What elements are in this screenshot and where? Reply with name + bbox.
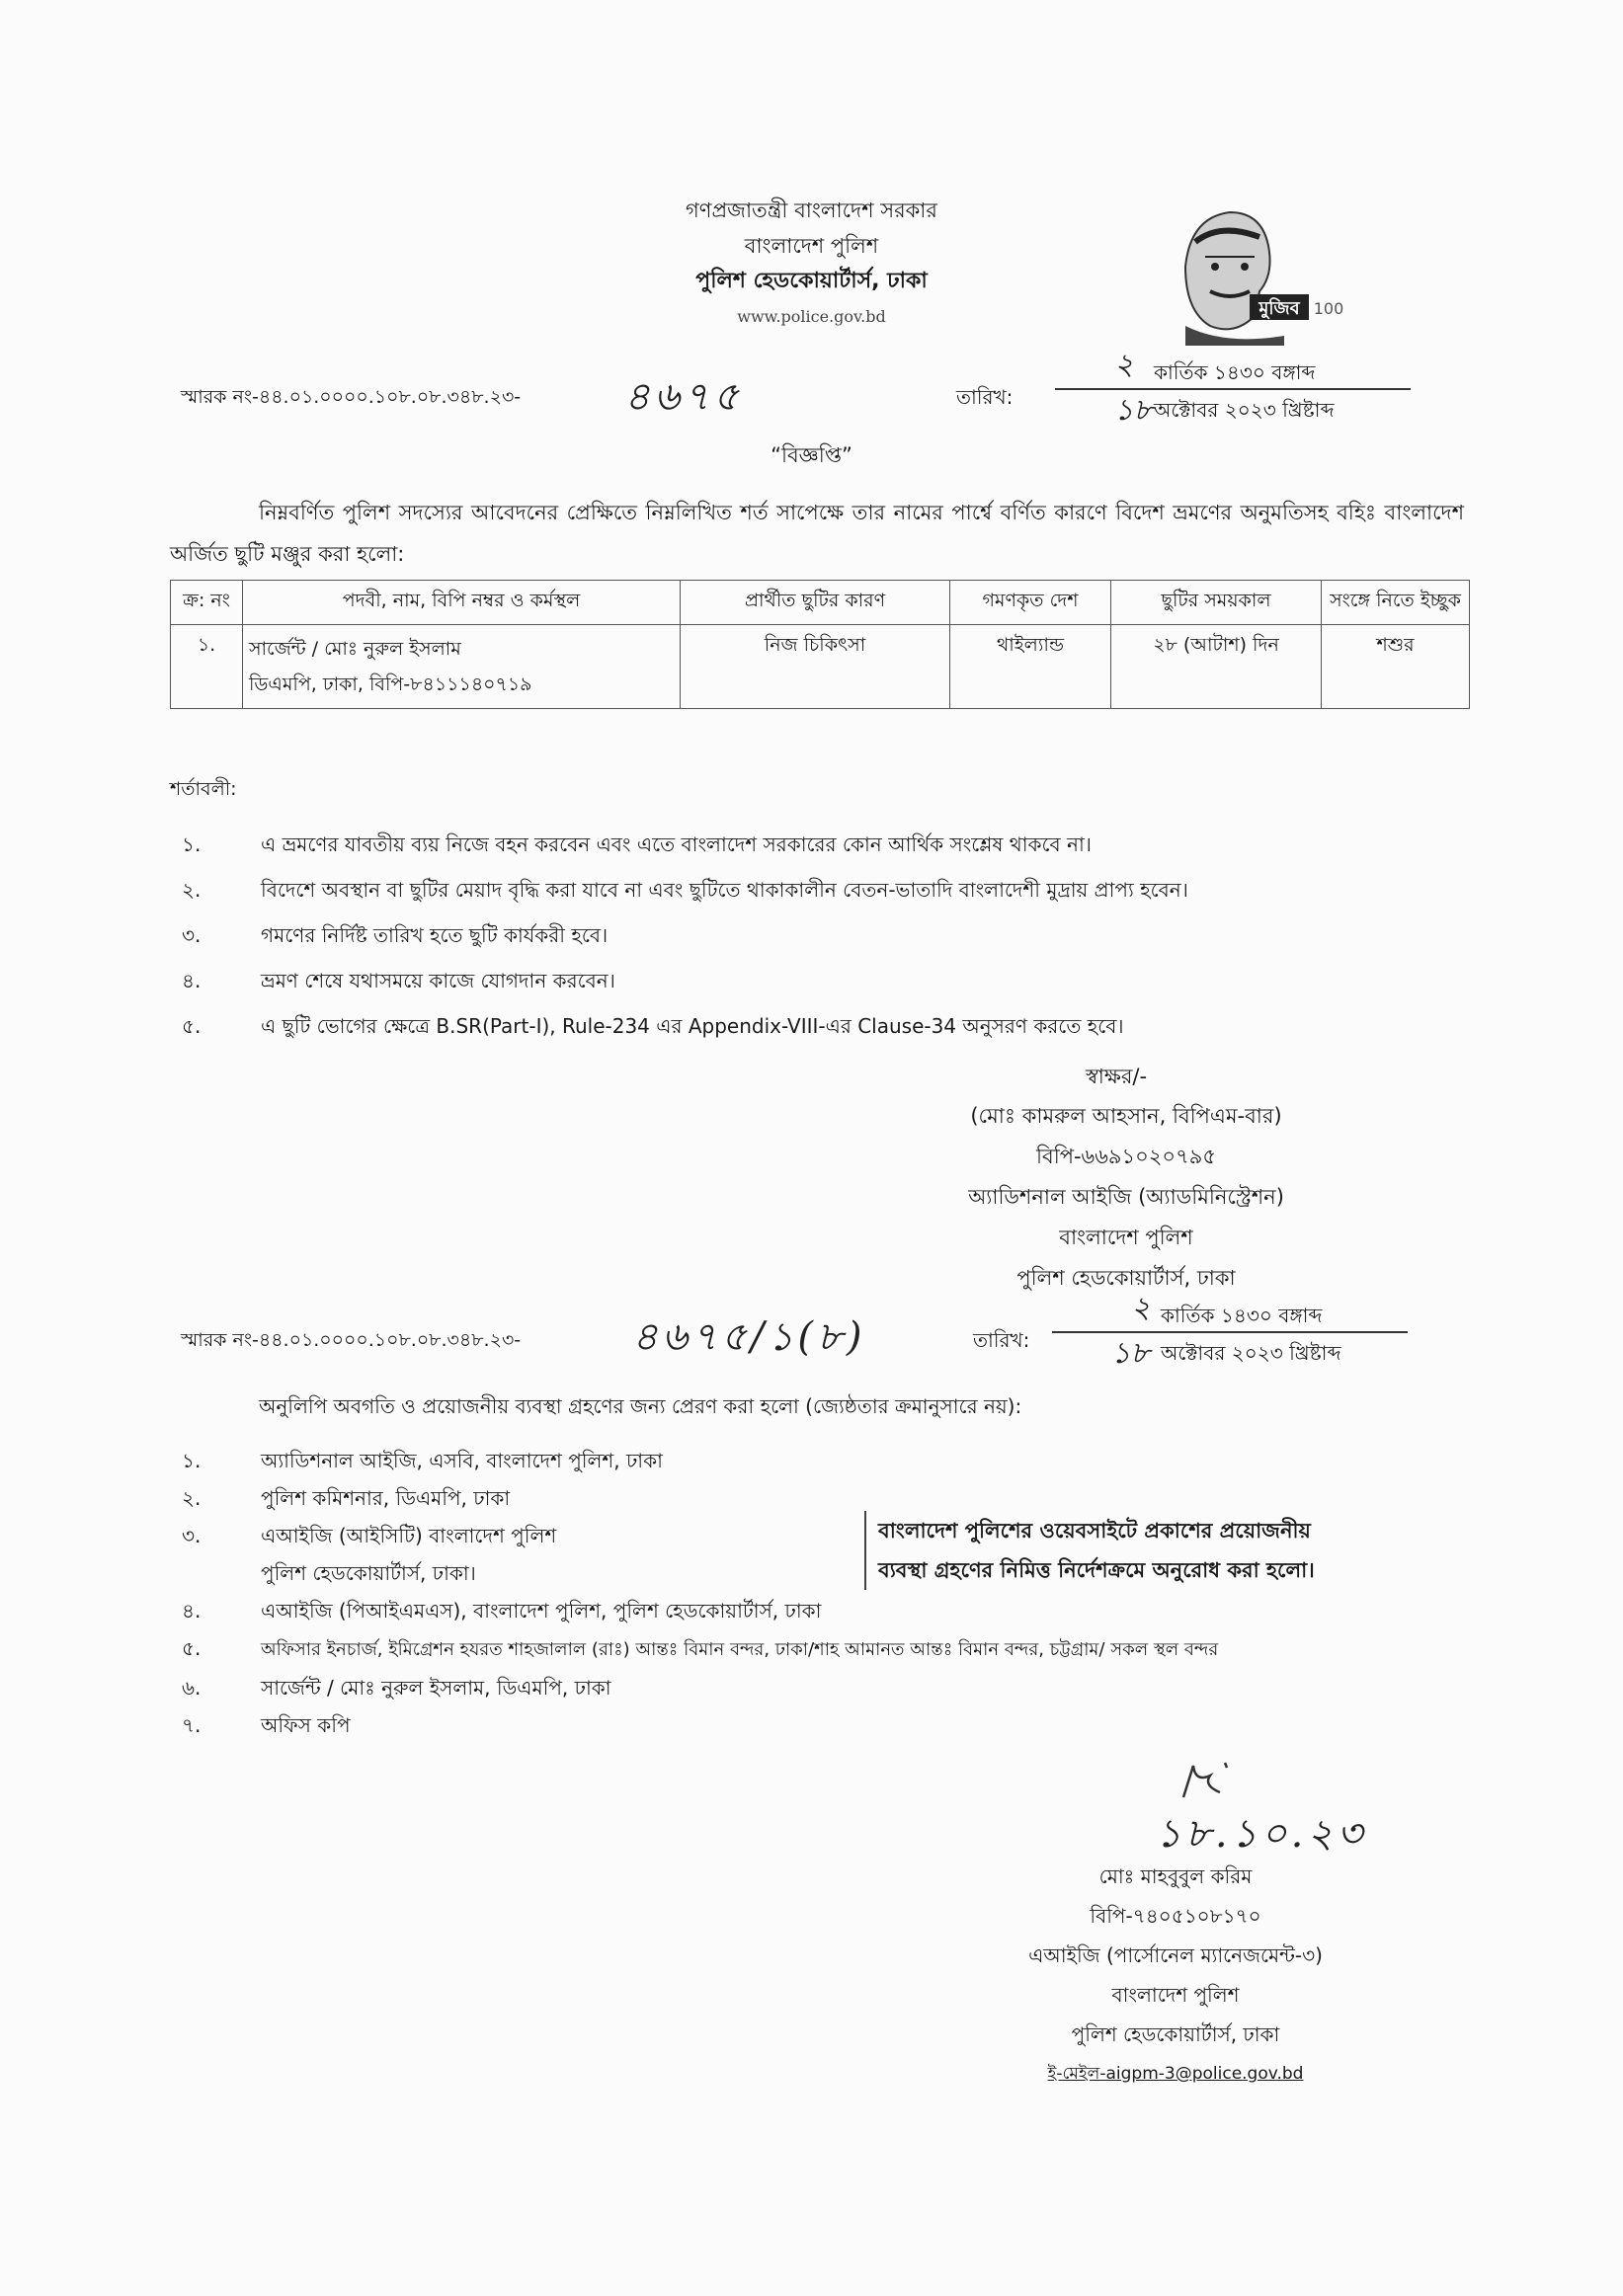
memo2-number-handwritten: ৪৬৭৫/১(৮)	[632, 1314, 866, 1360]
conditions-list	[170, 822, 1484, 1049]
signatory2-office: পুলিশ হেডকোয়ার্টার্স, ঢাকা	[1071, 2022, 1280, 2046]
header-office: পুলিশ হেডকোয়ার্টার্স, ঢাকা	[695, 269, 928, 293]
leave-table	[170, 580, 1470, 709]
list-item: ১. অ্যাডিশনাল আইজি, এসবি, বাংলাদেশ পুলিশ, ঢাকা	[182, 1449, 663, 1472]
signatory2-org: বাংলাদেশ পুলিশ	[1111, 1983, 1240, 2007]
signature-block-2	[948, 1857, 1403, 2094]
handwritten-signature	[1176, 1758, 1245, 1807]
notice-title: “বিজ্ঞপ্তি”	[771, 443, 852, 467]
memo2-date-bangla: ২ কার্তিক ১৪৩০ বঙ্গাব্দ	[1052, 1294, 1408, 1333]
col-name-header: পদবী, নাম, বিপি নম্বর ও কর্মস্থল	[243, 581, 681, 625]
cell-name-line1: সার্জেন্ট / মোঃ নুরুল ইসলাম	[249, 638, 461, 660]
signatory-office: পুলিশ হেডকোয়ার্টার্স, ঢাকা	[1016, 1266, 1236, 1290]
list-item: ৭. অফিস কপি	[182, 1713, 351, 1737]
signatory-name: (মোঃ কামরুল আহসান, বিপিএম-বার)	[970, 1104, 1282, 1128]
signatory2-email: ই-মেইল-aigpm-3@police.gov.bd	[1047, 2064, 1304, 2084]
signatory2-bp: বিপি-৭৪০৫১০৮১৭০	[1090, 1904, 1261, 1928]
cell-companion: শশুর	[1322, 625, 1470, 709]
cell-name-line2: ডিএমপি, ঢাকা, বিপি-৮৪১১১৪০৭১৯	[249, 673, 532, 695]
signatory-designation: অ্যাডিশনাল আইজি (অ্যাডমিনিস্ট্রেশন)	[968, 1185, 1284, 1209]
col-serial-header: ক্র: নং	[171, 581, 243, 625]
list-item: ২. বিদেশে অবস্থান বা ছুটির মেয়াদ বৃদ্ধি করা যাবে না এবং ছুটিতে থাকাকালীন বেতন-ভাতাদি বাংলাদেশী মুদ্রায় প্রাপ্য হবেন।	[182, 878, 1188, 902]
date-gregorian: ১৮ অক্টোবর ২০২৩ খ্রিষ্টাব্দ	[1114, 393, 1335, 428]
col-country-header: গমণকৃত দেশ	[950, 581, 1111, 625]
list-item: ১. এ ভ্রমণের যাবতীয় ব্যয় নিজে বহন করবেন এবং এতে বাংলাদেশ সরকারের কোন আর্থিক সংশ্লেষ থাকবে না।	[182, 832, 1092, 856]
svg-text:মুজিব: মুজিব	[1258, 298, 1300, 319]
memo2-date	[1052, 1291, 1408, 1371]
col-companion-header: সংঙ্গে নিতে ইচ্ছুক	[1322, 581, 1470, 625]
list-item: ৩. এআইজি (আইসিটি) বাংলাদেশ পুলিশ	[182, 1524, 557, 1547]
list-item: ৪. ভ্রমণ শেষে যথাসময়ে কাজে যোগদান করবেন।	[182, 969, 615, 992]
copy-intro: অনুলিপি অবগতি ও প্রয়োজনীয় ব্যবস্থা গ্রহণের জন্য প্রেরণ করা হলো (জ্যেষ্ঠতার ক্রমানুসারে নয়):	[259, 1394, 1022, 1418]
svg-text:100: 100	[1313, 299, 1343, 318]
header-website: www.police.gov.bd	[737, 307, 886, 326]
cell-reason: নিজ চিকিৎসা	[681, 625, 950, 709]
conditions-title: শর্তাবলী:	[170, 778, 237, 800]
date-label: তারিখ:	[956, 385, 1014, 409]
list-item: ২. পুলিশ কমিশনার, ডিএমপি, ঢাকা	[182, 1486, 511, 1510]
list-item: ৫. এ ছুটি ভোগের ক্ষেত্রে B.SR(Part-I), Rule-234 এর Appendix-VIII-এর Clause-34 অনুসরণ করতে হবে।	[182, 1014, 1124, 1038]
signatory2-name: মোঃ মাহবুবুল করিম	[1098, 1864, 1253, 1888]
signatory2-designation: এআইজি (পার্সোনেল ম্যানেজমেন্ট-৩)	[1028, 1943, 1323, 1967]
list-item: ৩. গমণের নির্দিষ্ট তারিখ হতে ছুটি কার্যকরী হবে।	[182, 923, 609, 947]
signatory-org: বাংলাদেশ পুলিশ	[1059, 1226, 1193, 1249]
list-item: ৫. অফিসার ইনচার্জ, ইমিগ্রেশন হযরত শাহজালাল (রাঃ) আন্তঃ বিমান বন্দর, ঢাকা/শাহ আমানত আন্তঃ বিমান বন্দর, চট্টগ্রাম/ সকল স্থল বন্দর	[182, 1636, 1219, 1660]
memo-number-label: স্মারক নং-৪৪.০১.০০০০.১০৮.০৮.৩৪৮.২৩-	[181, 386, 522, 408]
cell-name	[243, 625, 681, 709]
handwritten-date: ১৮.১০.২৩	[1156, 1811, 1367, 1857]
list-item: ৬. সার্জেন্ট / মোঃ নুরুল ইসলাম, ডিএমপি, ঢাকা	[182, 1676, 611, 1700]
memo2-date-gregorian: ১৮ অক্টোবর ২০২৩ খ্রিষ্টাব্দ	[1111, 1336, 1341, 1371]
memo2-date-label: তারিখ:	[973, 1328, 1030, 1352]
signature-block-1	[869, 1096, 1383, 1299]
table-header-row	[171, 581, 1470, 625]
cell-country: থাইল্যান্ড	[950, 625, 1111, 709]
date-bangla: ২ কার্তিক ১৪৩০ বঙ্গাব্দ ১৮ অক্টোবর ২০২৩ খ্রিষ্টাব্দ	[1055, 351, 1411, 428]
table-row	[171, 625, 1470, 709]
signed-mark: স্বাক্ষর/-	[1085, 1065, 1148, 1088]
header-org: বাংলাদেশ পুলিশ	[744, 234, 879, 258]
cell-serial: ১.	[171, 625, 243, 709]
header-government: গণপ্রজাতন্ত্রী বাংলাদেশ সরকার	[686, 198, 937, 222]
website-publish-note: বাংলাদেশ পুলিশের ওয়েবসাইটে প্রকাশের প্রয়োজনীয় ব্যবস্থা গ্রহণের নিমিত্ত নির্দেশক্রমে অনুরোধ করা হলো।	[864, 1511, 1412, 1590]
list-item: পুলিশ হেডকোয়ার্টার্স, ঢাকা।	[261, 1561, 476, 1585]
col-duration-header: ছুটির সময়কাল	[1111, 581, 1322, 625]
cell-duration: ২৮ (আটাশ) দিন	[1111, 625, 1322, 709]
memo2-number-label: স্মারক নং-৪৪.০১.০০০০.১০৮.০৮.৩৪৮.২৩-	[181, 1329, 522, 1351]
col-reason-header: প্রার্থীত ছুটির কারণ	[681, 581, 950, 625]
memo-number-handwritten: ৪৬৭৫	[624, 374, 743, 420]
list-item: ৪. এআইজি (পিআইএমএস), বাংলাদেশ পুলিশ, পুলিশ হেডকোয়ার্টার্স, ঢাকা	[182, 1599, 822, 1623]
intro-paragraph: নিম্নবর্ণিত পুলিশ সদস্যের আবেদনের প্রেক্ষিতে নিম্নলিখিত শর্ত সাপেক্ষে তার নামের পার্শ্বে বর্ণিত কারণে বিদেশ ভ্রমণের অনুমতিসহ বহিঃ বাংলাদেশ অর্জিত ছুটি মঞ্জুর করা হলো:	[170, 501, 1464, 566]
signatory-bp: বিপি-৬৬৯১০২০৭৯৫	[1036, 1145, 1216, 1168]
mujib-100-logo	[1166, 198, 1343, 346]
copies-list	[170, 1442, 1484, 1744]
letterhead	[0, 193, 1623, 335]
